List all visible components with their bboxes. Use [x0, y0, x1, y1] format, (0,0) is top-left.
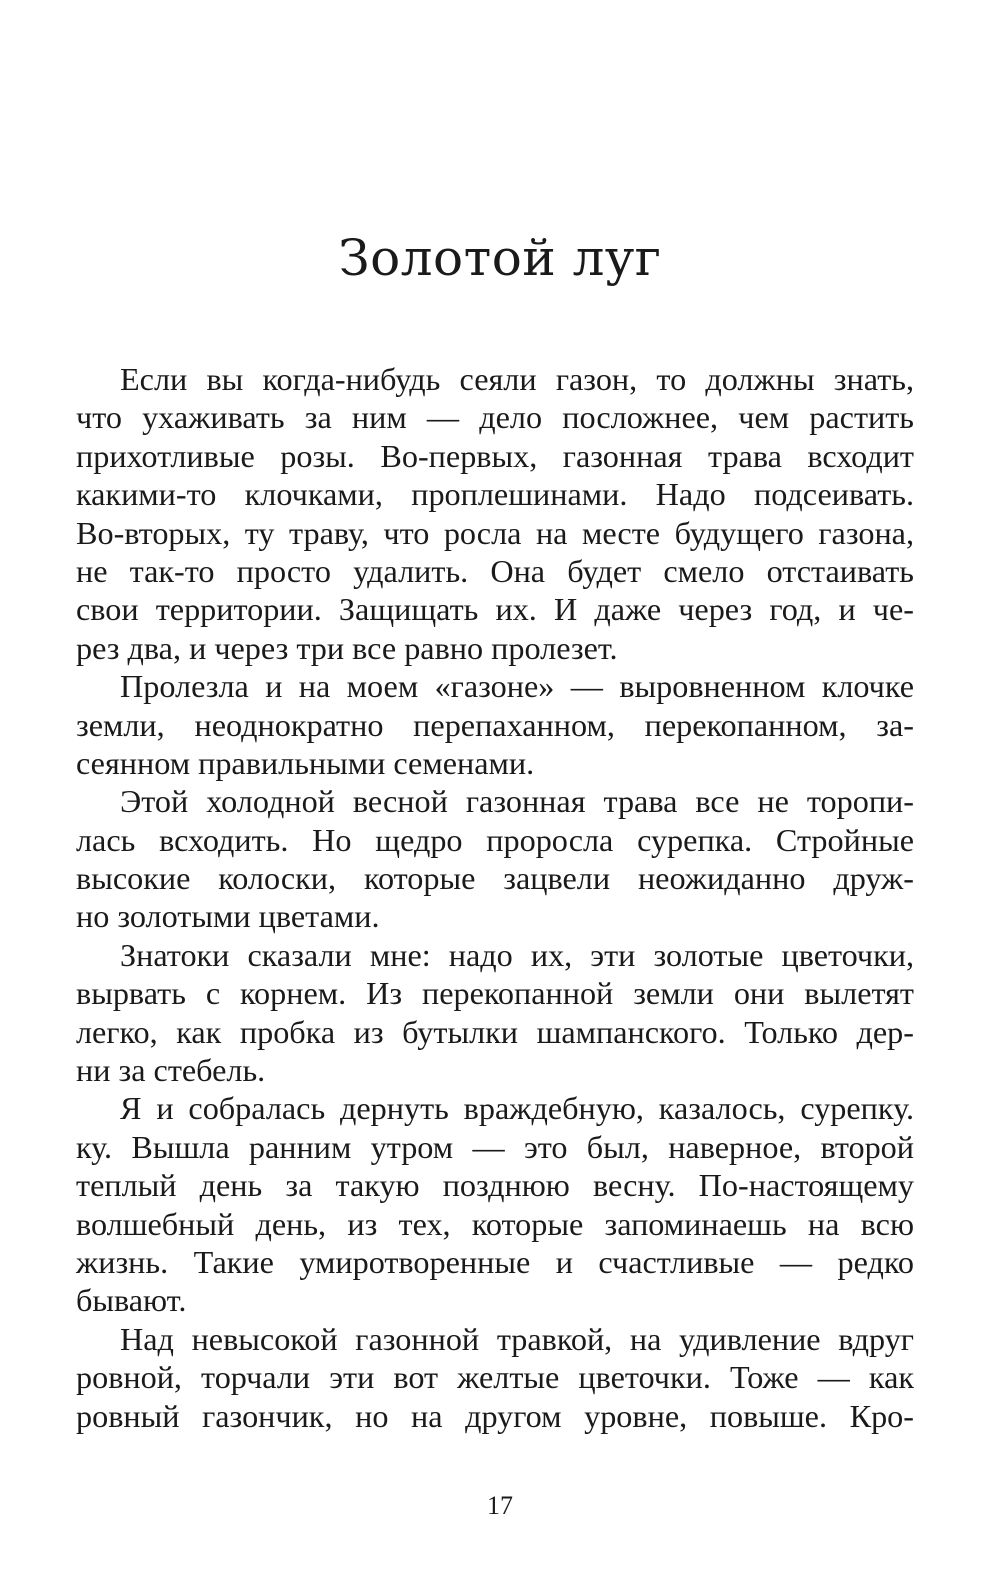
text-line: Я и собралась дернуть враждебную, казалось, сурепку. [120, 1090, 914, 1127]
text-line: свои территории. Защищать их. И даже через год, и че- [76, 591, 914, 628]
text-line: но золотыми цветами. [76, 898, 380, 935]
text-line: ровной, торчали эти вот желтые цветочки. Тоже — как [76, 1359, 914, 1396]
text-line: ровный газончик, но на другом уровне, повыше. Кро- [76, 1397, 914, 1434]
text-line: рез два, и через три все равно пролезет. [76, 629, 618, 666]
text-line: сеянном правильными семенами. [76, 744, 535, 781]
text-line: Во-вторых, ту траву, что росла на месте будущего газона, [76, 514, 914, 551]
text-line: жизнь. Такие умиротворенные и счастливые — редко [76, 1243, 914, 1280]
text-line: бывают. [76, 1282, 187, 1319]
text-line: Знатоки сказали мне: надо их, эти золотые цветочки, [120, 936, 914, 973]
text-line: Этой холодной весной газонная трава все не торопи- [120, 783, 914, 820]
text-line: какими-то клочками, проплешинами. Надо подсеивать. [76, 476, 914, 513]
page-number: 17 [487, 1491, 513, 1520]
text-line: лась всходить. Но щедро проросла сурепка. Стройные [76, 821, 914, 858]
text-line: Над невысокой газонной травкой, на удивление вдруг [120, 1320, 914, 1357]
text-line: прихотливые розы. Во-первых, газонная трава всходит [76, 437, 914, 474]
text-line: волшебный день, из тех, которые запоминаешь на всю [76, 1205, 914, 1242]
text-line: вырвать с корнем. Из перекопанной земли они вылетят [76, 975, 914, 1012]
text-line: земли, неоднократно перепаханном, перекопанном, за- [76, 706, 914, 743]
text-line: что ухаживать за ним — дело посложнее, чем растить [76, 399, 914, 436]
text-line: ни за стебель. [76, 1052, 266, 1089]
body-text [76, 360, 914, 1435]
text-line: не так-то просто удалить. Она будет смело отстаивать [76, 552, 914, 589]
text-line: Если вы когда-нибудь сеяли газон, то должны знать, [120, 361, 914, 397]
text-line: легко, как пробка из бутылки шампанского. Только дер- [76, 1013, 914, 1050]
text-line: Пролезла и на моем «газоне» — выровненном клочке [120, 668, 914, 705]
chapter-title: Золотой луг [338, 229, 662, 287]
text-line: теплый день за такую позднюю весну. По-настоящему [76, 1167, 914, 1204]
text-line: ку. Вышла ранним утром — это был, наверное, второй [76, 1128, 914, 1165]
text-line: высокие колоски, которые зацвели неожиданно друж- [76, 860, 914, 897]
